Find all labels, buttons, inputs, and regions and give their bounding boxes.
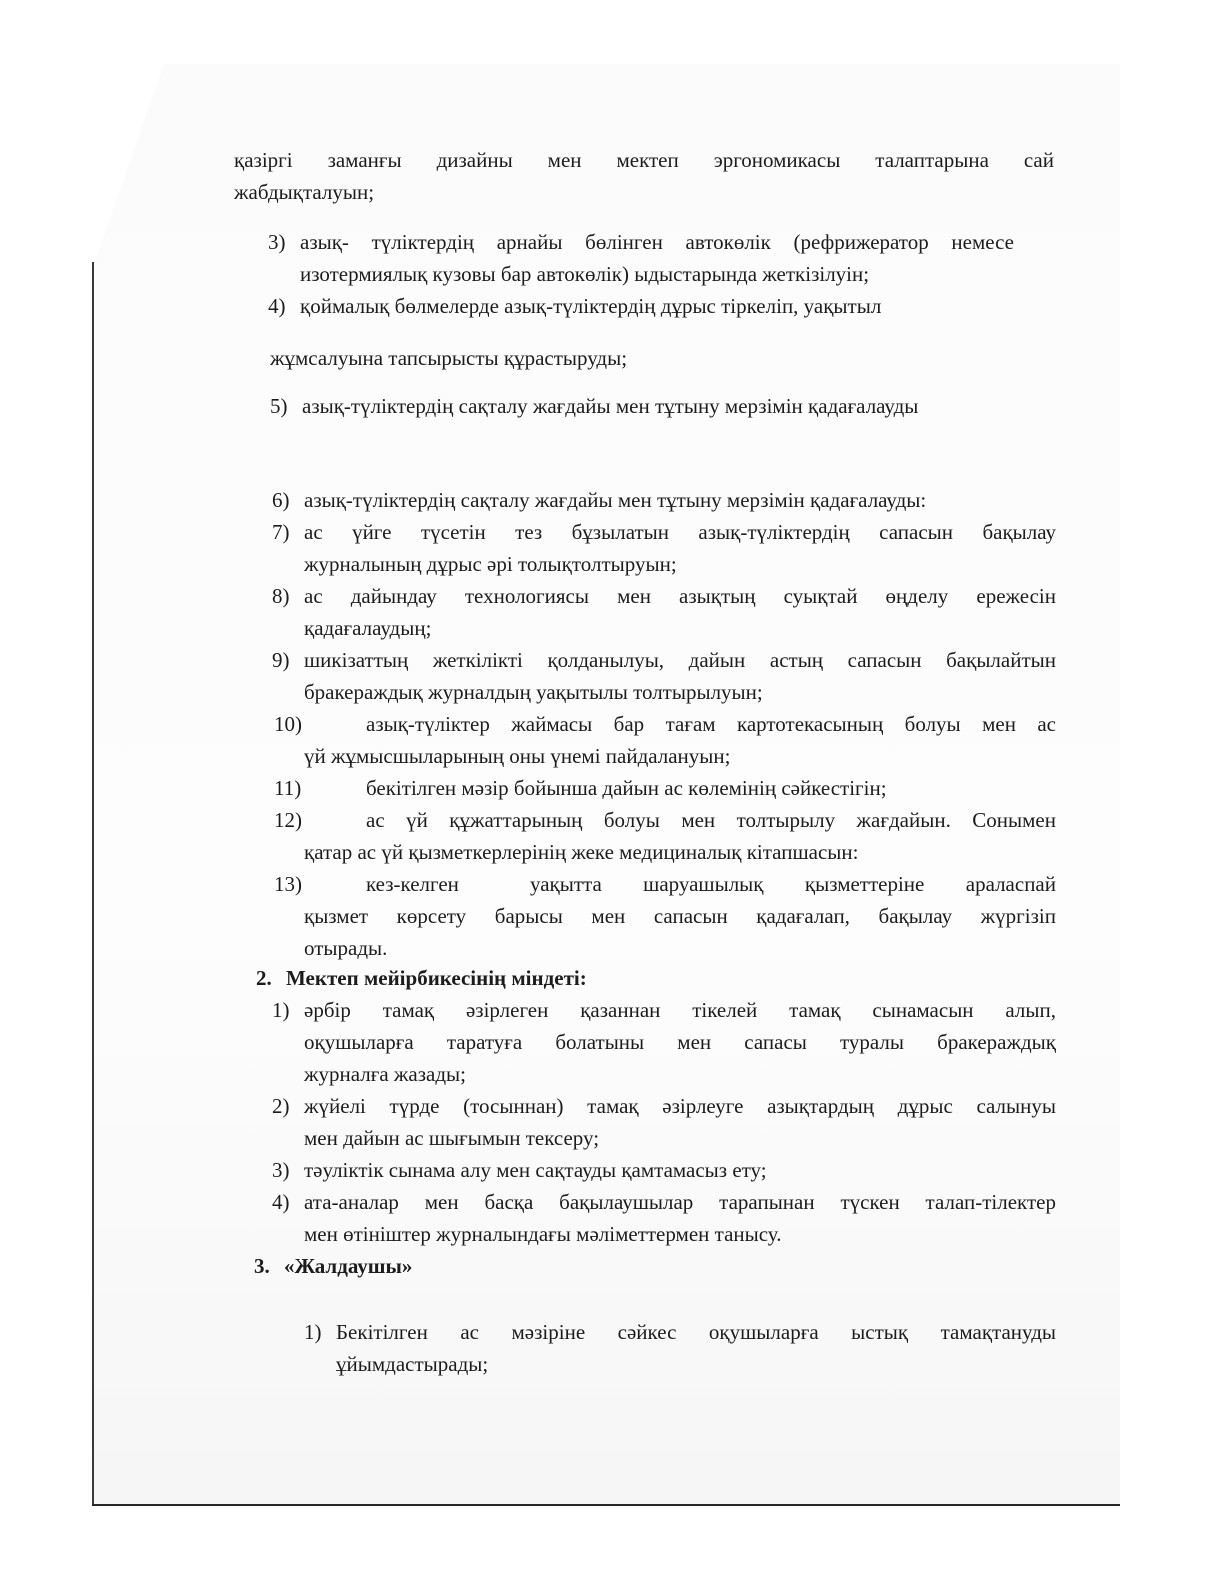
list-item-text: жүйелі түрде (тосыннан) тамақ әзірлеуге азықтардың дұрыс салынуы bbox=[304, 1094, 1056, 1118]
list-item-text: бекітілген мәзір бойынша дайын ас көлемінің сәйкестігін; bbox=[366, 776, 887, 800]
list-item-text: ас үй құжаттарының болуы мен толтырылу жағдайын. Сонымен bbox=[366, 808, 1056, 832]
list-item-text: бракераждық журналдың уақытылы толтырылуын; bbox=[304, 680, 763, 704]
section-number: 2. bbox=[256, 966, 272, 990]
section-title: «Жалдаушы» bbox=[284, 1254, 413, 1278]
list-item-number: 4) bbox=[268, 294, 286, 318]
list-item-number: 1) bbox=[272, 998, 290, 1022]
section-title: Мектеп мейірбикесінің міндеті: bbox=[286, 966, 587, 990]
intro-line: жабдықталуын; bbox=[234, 180, 375, 204]
list-item-text: отырады. bbox=[304, 936, 388, 960]
list-item-text: мен дайын ас шығымын тексеру; bbox=[304, 1126, 600, 1150]
list-item-text: азық- түліктердің арнайы бөлінген автокөлік (рефрижератор немесе bbox=[300, 230, 1014, 254]
list-item-text: ата-аналар мен басқа бақылаушылар тарапынан түскен талап-тілектер bbox=[304, 1190, 1056, 1214]
list-item-number: 2) bbox=[272, 1094, 290, 1118]
list-item-text: қоймалық бөлмелерде азық-түліктердің дұрыс тіркеліп, уақытыл bbox=[300, 294, 882, 318]
list-item-text: үй жұмысшыларының оны үнемі пайдалануын; bbox=[304, 744, 731, 768]
list-item-text: азық-түліктердің сақталу жағдайы мен тұтыну мерзімін қадағалауды: bbox=[304, 488, 927, 512]
list-item-number: 4) bbox=[272, 1190, 290, 1214]
list-item-text: қадағалаудың; bbox=[304, 616, 432, 640]
list-item-number: 13) bbox=[274, 872, 302, 896]
list-item-number: 8) bbox=[272, 584, 290, 608]
section-number: 3. bbox=[254, 1254, 270, 1278]
list-item-number: 3) bbox=[272, 1158, 290, 1182]
list-item-text: қатар ас үй қызметкерлерінің жеке медициналық кітапшасын: bbox=[304, 840, 859, 864]
list-item-number: 12) bbox=[274, 808, 302, 832]
list-item-text: уақытта шаруашылық қызметтеріне араласпай bbox=[530, 872, 1056, 896]
list-item-text: журналының дұрыс әрі толықтолтыруын; bbox=[304, 552, 677, 576]
list-item-text: мен өтініштер журналындағы мәліметтермен танысу. bbox=[304, 1222, 782, 1246]
list-item-number: 5) bbox=[270, 394, 288, 418]
list-item-text: журналға жазады; bbox=[304, 1062, 466, 1086]
list-item-number: 9) bbox=[272, 648, 290, 672]
list-item-text: ас үйге түсетін тез бұзылатын азық-түліктердің сапасын бақылау bbox=[304, 520, 1056, 544]
list-item-text: азық-түліктер жаймасы бар тағам картотекасының болуы мен ас bbox=[366, 712, 1056, 736]
list-item-text: изотермиялық кузовы бар автокөлік) ыдыстарында жеткізілуін; bbox=[300, 262, 870, 286]
list-item-text: Бекітілген ас мәзіріне сәйкес оқушыларға ыстық тамақтануды bbox=[336, 1320, 1056, 1344]
list-item-number: 11) bbox=[274, 776, 302, 800]
list-item-text: әрбір тамақ әзірлеген қазаннан тікелей тамақ сынамасын алып, bbox=[304, 998, 1056, 1022]
list-item-text: ұйымдастырады; bbox=[336, 1352, 489, 1376]
list-item-number: 6) bbox=[272, 488, 290, 512]
list-item-text: қызмет көрсету барысы мен сапасын қадағалап, бақылау жүргізіп bbox=[304, 904, 1056, 928]
list-item-number: 1) bbox=[304, 1320, 322, 1344]
intro-line: қазіргі заманғы дизайны мен мектеп эргономикасы талаптарына сай bbox=[234, 148, 1054, 172]
list-item-number: 7) bbox=[272, 520, 290, 544]
list-item-text: жұмсалуына тапсырысты құрастыруды; bbox=[270, 346, 628, 370]
list-item-text: шикізаттың жеткілікті қолданылуы, дайын астың сапасын бақылайтын bbox=[304, 648, 1056, 672]
list-item-text: азық-түліктердің сақталу жағдайы мен тұтыну мерзімін қадағалауды bbox=[302, 394, 919, 418]
list-item-number: 3) bbox=[268, 230, 286, 254]
list-item-text: оқушыларға таратуға болатыны мен сапасы туралы бракераждық bbox=[304, 1030, 1056, 1054]
list-item-text: кез-келген bbox=[366, 872, 459, 896]
list-item-text: тәуліктік сынама алу мен сақтауды қамтамасыз ету; bbox=[304, 1158, 767, 1182]
list-item-text: ас дайындау технологиясы мен азықтың суықтай өңделу ережесін bbox=[304, 584, 1056, 608]
list-item-number: 10) bbox=[274, 712, 302, 736]
